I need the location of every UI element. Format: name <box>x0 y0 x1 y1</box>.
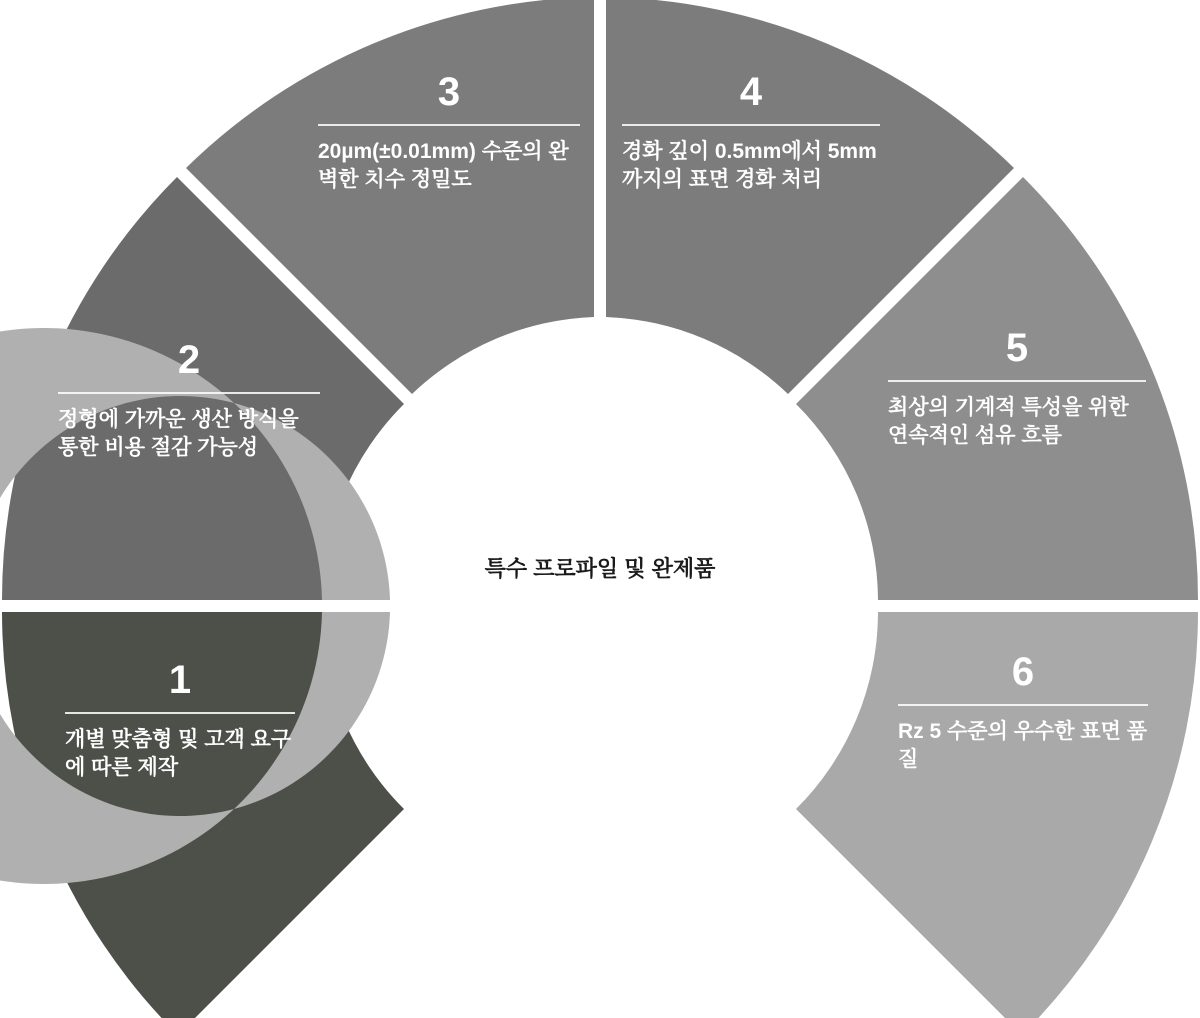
segment-5-number: 5 <box>1005 326 1029 370</box>
segment-2-text: 정형에 가까운 생산 방식을 통한 비용 절감 가능성 <box>58 408 299 459</box>
segment-6-number: 6 <box>1011 650 1035 694</box>
segment-6-wedge[interactable] <box>796 612 1198 1018</box>
segment-3-text: 20µm(±0.01mm) 수준의 완벽한 치수 정밀도 <box>318 140 569 191</box>
segment-3-number: 3 <box>437 70 461 114</box>
segment-2-number: 2 <box>177 338 201 382</box>
segment-1-number: 1 <box>168 658 192 702</box>
segment-5-text: 최상의 기계적 특성을 위한 연속적인 섬유 흐름 <box>888 396 1129 447</box>
segment-6-text: Rz 5 수준의 우수한 표면 품질 <box>898 720 1148 771</box>
segment-4-number: 4 <box>739 70 763 114</box>
segment-1-text: 개별 맞춤형 및 고객 요구에 따른 제작 <box>65 728 292 779</box>
center-title: 특수 프로파일 및 완제품 <box>484 556 716 581</box>
segment-4-text: 경화 깊이 0.5mm에서 5mm까지의 표면 경화 처리 <box>622 140 877 191</box>
